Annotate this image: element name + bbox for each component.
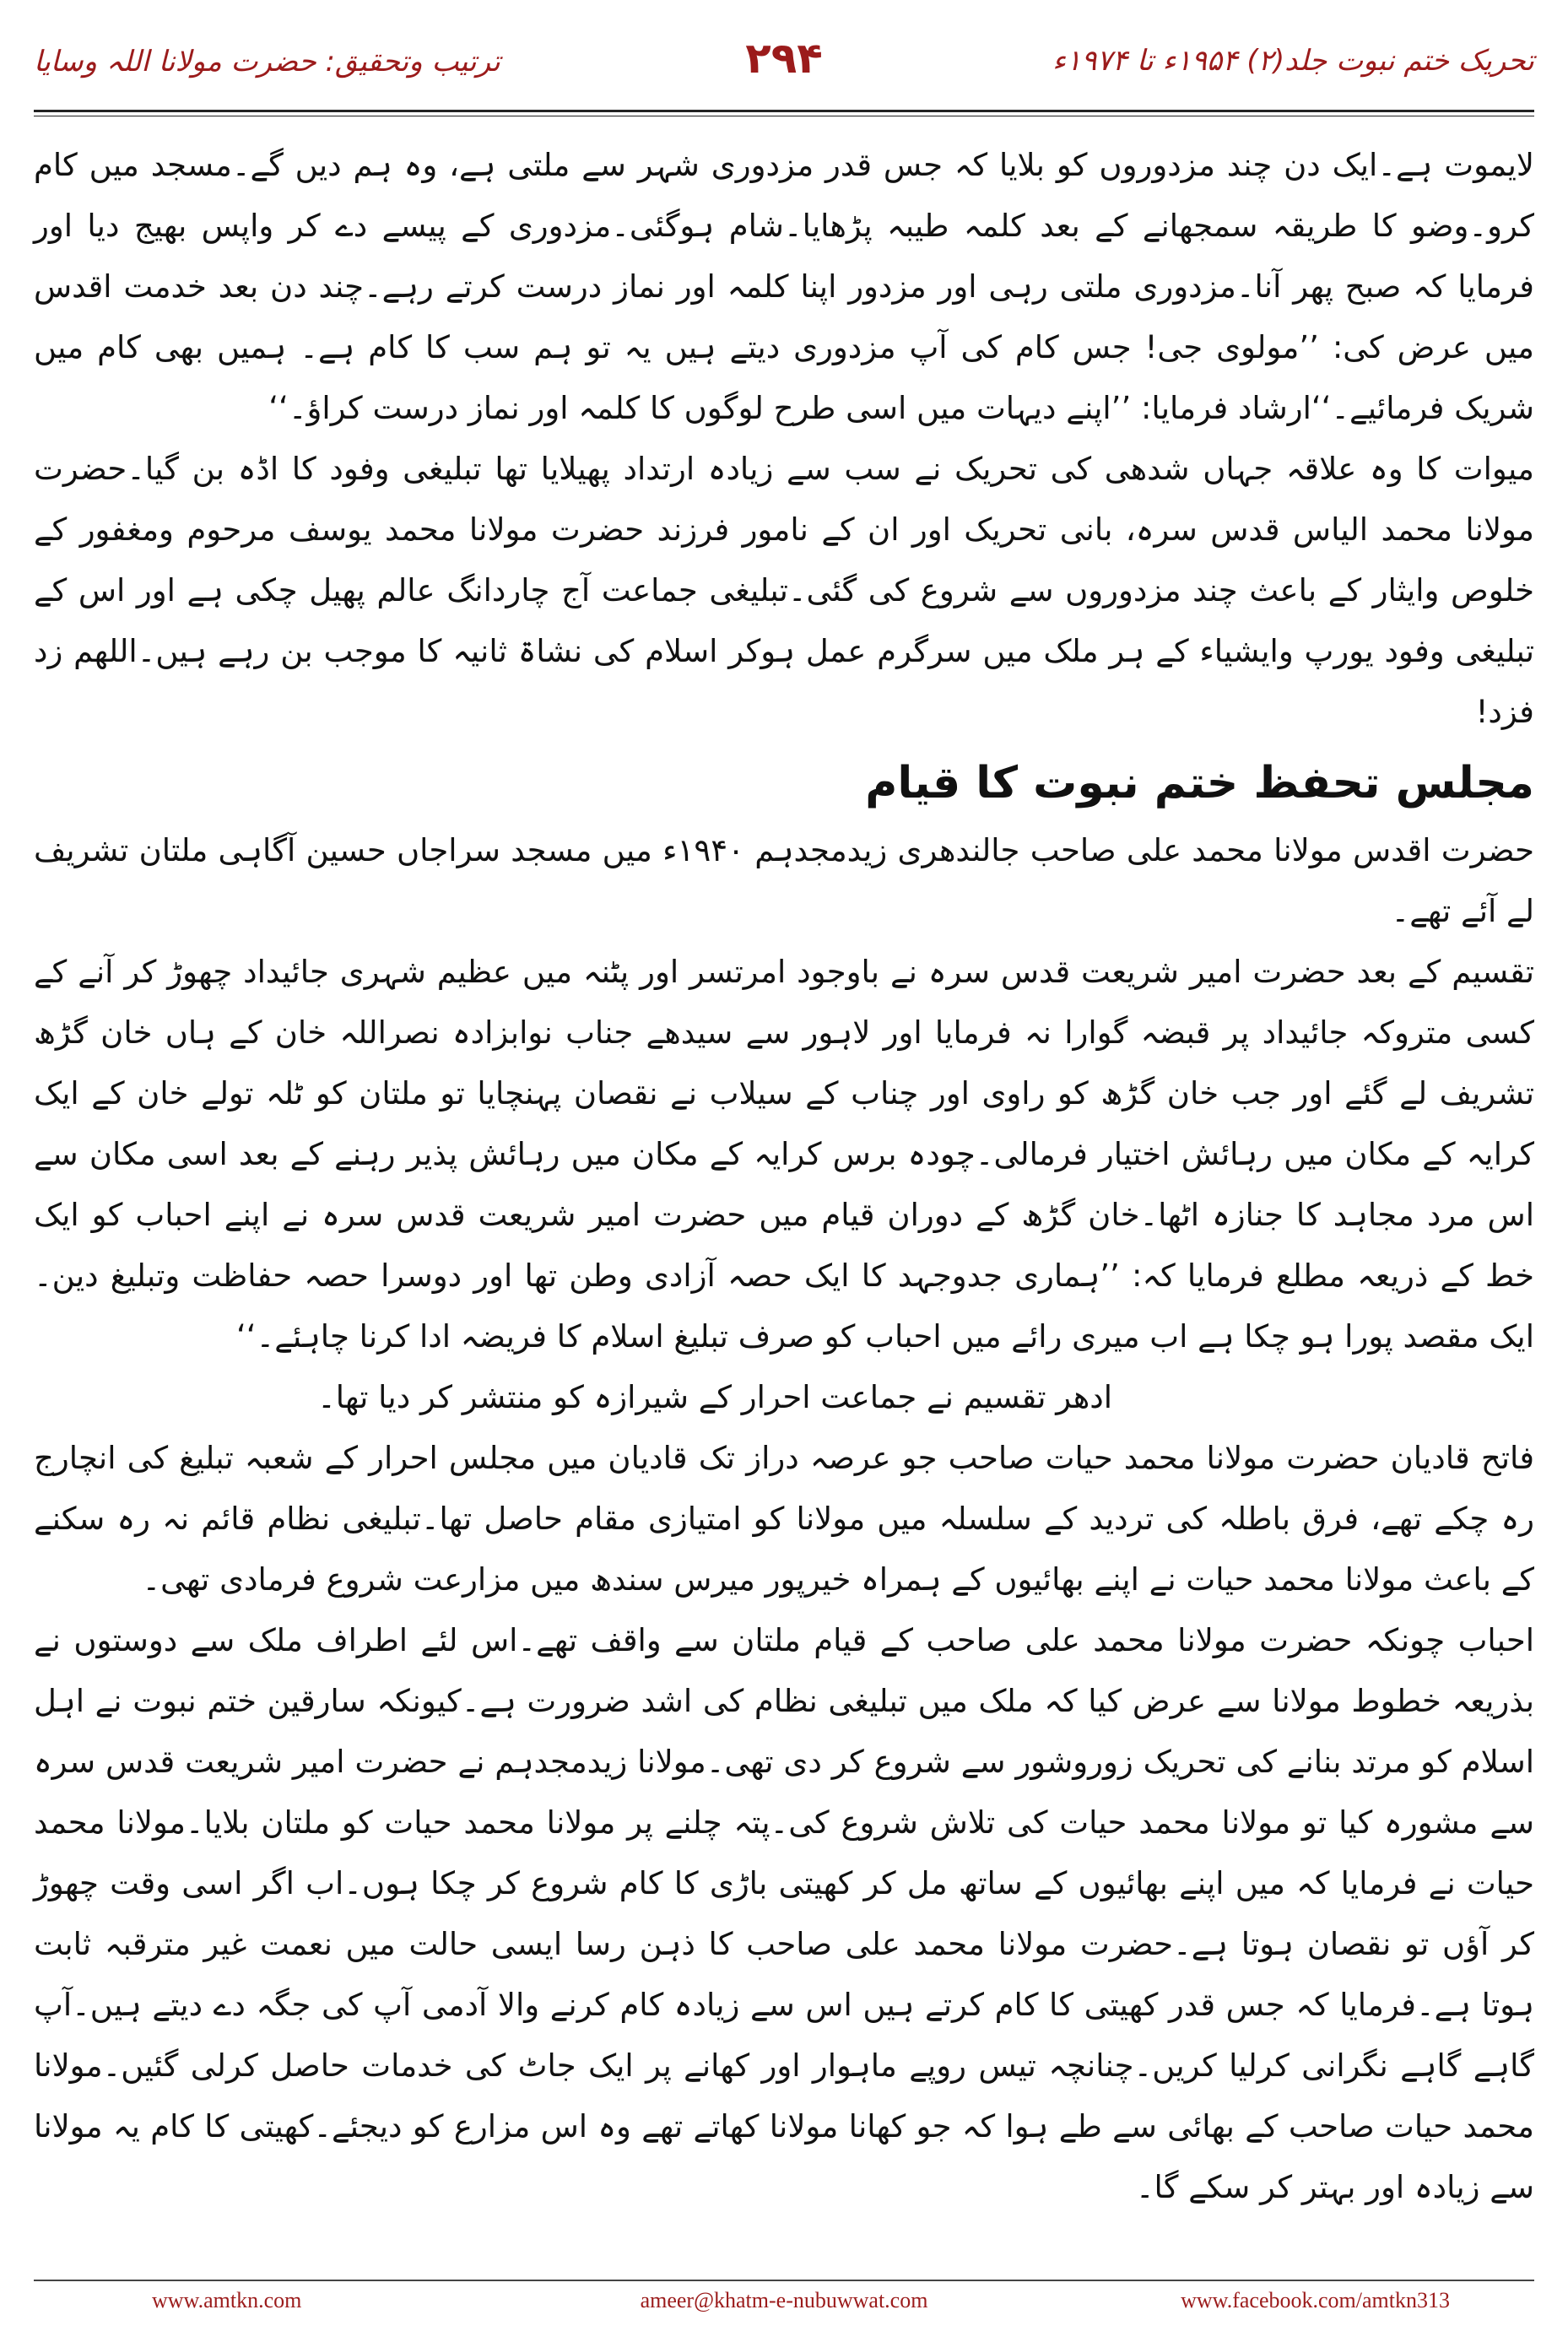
page-header [34,34,1534,93]
footer-divider [34,2280,1534,2281]
book-title: تحریک ختم نبوت جلد(۲) ۱۹۵۴ء تا ۱۹۷۴ء [1052,44,1534,78]
email-link[interactable]: ameer@khatm-e-nubuwwat.com [640,2288,928,2312]
header-divider [34,110,1534,116]
website-link[interactable]: www.amtkn.com [152,2288,302,2312]
paragraph-7: احباب چونکہ حضرت مولانا محمد علی صاحب کے قیام ملتان سے واقف تھے۔اس لئے اطراف ملک سے دوستوں نے بذریعہ خطوط مولانا سے عرض کیا کہ ملک میں تبلیغی نظام کی اشد ضرورت ہے۔کیونکہ سارقین ختم نبوت نے اہل اسلام کو مرتد بنانے کی تحریک زوروشور سے شروع کر دی تھی۔مولانا زیدمجدہم نے حضرت امیر شریعت قدس سرہ سے مشورہ کیا تو مولانا محمد حیات کی تلاش شروع کی۔پتہ چلنے پر مولانا محمد حیات کو ملتان بلایا۔مولانا محمد حیات نے فرمایا کہ میں اپنے بھائیوں کے ساتھ مل کر کھیتی باڑی کا کام شروع کر چکا ہوں۔اب اگر اسی وقت چھوڑ کر آؤں تو نقصان ہوتا ہے۔حضرت مولانا محمد علی صاحب کا ذہن رسا ایسی حالت میں نعمت غیر مترقبہ ثابت ہوتا ہے۔فرمایا کہ جس قدر کھیتی کا کام کرتے ہیں اس سے زیادہ کام کرنے والا آدمی آپ کی جگہ دے دیتے ہیں۔آپ گاہے گاہے نگرانی کرلیا کریں۔چنانچہ تیس روپے ماہوار اور کھانے پر ایک جاٹ کی خدمات حاصل کرلی گئیں۔مولانا محمد حیات صاحب کے بھائی سے طے ہوا کہ جو کھانا مولانا کھاتے تھے وہ اس مزارع کو دیجئے۔کھیتی کا کام یہ مولانا سے زیادہ اور بہتر کر سکے گا۔ [34,1622,1534,2205]
paragraph-1: لایموت ہے۔ایک دن چند مزدوروں کو بلایا کہ جس قدر مزدوری شہر سے ملتی ہے، وہ ہم دیں گے۔مسجد میں کام کرو۔وضو کا طریقہ سمجھانے کے بعد کلمہ طیبہ پڑھایا۔شام ہوگئی۔مزدوری کے پیسے دے کر واپس بھیج دیا اور فرمایا کہ صبح پھر آنا۔مزدوری ملتی رہی اور مزدور اپنا کلمہ اور نماز درست کرتے رہے۔چند دن بعد خدمت اقدس میں عرض کی: ’’مولوی جی! جس کام کی آپ مزدوری دیتے ہیں یہ تو ہم سب کا کام ہے۔ ہمیں بھی کام میں شریک فرمائیے۔‘‘ارشاد فرمایا: ’’اپنے دیہات میں اسی طرح لوگوں کا کلمہ اور نماز درست کراؤ۔‘‘ [34,147,1534,426]
facebook-link[interactable]: www.facebook.com/amtkn313 [1181,2288,1450,2312]
compiler-credit: ترتیب وتحقیق: حضرت مولانا اللہ وسایا [34,45,500,78]
paragraph-2: میوات کا وہ علاقہ جہاں شدھی کی تحریک نے سب سے زیادہ ارتداد پھیلایا تھا تبلیغی وفود کا اڈہ بن گیا۔حضرت مولانا محمد الیاس قدس سرہ، بانی تحریک اور ان کے نامور فرزند حضرت مولانا محمد یوسف مرحوم ومغفور کے خلوص وایثار کے باعث چند مزدوروں سے شروع کی گئی۔تبلیغی جماعت آج چاردانگ عالم پھیل چکی ہے اور اس کے تبلیغی وفود یورپ وایشیاء کے ہر ملک میں سرگرم عمل ہوکر اسلام کی نشاۃ ثانیہ کا موجب بن رہے ہیں۔اللھم زد فزد! [34,451,1534,730]
paragraph-5: ادھر تقسیم نے جماعت احرار کے شیرازہ کو منتشر کر دیا تھا۔ [317,1379,1112,1415]
paragraph-4: تقسیم کے بعد حضرت امیر شریعت قدس سرہ نے باوجود امرتسر اور پٹنہ میں عظیم شہری جائیداد چھوڑ کر آنے کے کسی متروکہ جائیداد پر قبضہ گوارا نہ فرمایا اور لاہور سے سیدھے جناب نوابزادہ نصراللہ خان کے ہاں خان گڑھ تشریف لے گئے اور جب خان گڑھ کو راوی اور چناب کے سیلاب نے نقصان پہنچایا تو ملتان کو ٹلہ تولے خان کے ایک کرایہ کے مکان میں رہائش اختیار فرمالی۔چودہ برس کرایہ کے مکان میں رہائش پذیر رہنے کے بعد اسی مکان سے اس مرد مجاہد کا جنازہ اٹھا۔خان گڑھ کے دوران قیام میں حضرت امیر شریعت قدس سرہ نے اپنے احباب کو ایک خط کے ذریعہ مطلع فرمایا کہ: ’’ہماری جدوجہد کا ایک حصہ آزادی وطن تھا اور دوسرا حصہ حفاظت وتبلیغ دین۔ایک مقصد پورا ہو چکا ہے اب میری رائے میں احباب کو صرف تبلیغ اسلام کا فریضہ ادا کرنا چاہئے۔‘‘ [34,954,1534,1355]
paragraph-6: فاتح قادیان حضرت مولانا محمد حیات صاحب جو عرصہ دراز تک قادیان میں مجلس احرار کے شعبہ تبلیغ کی انچارج رہ چکے تھے، فرق باطلہ کی تردید کے سلسلہ میں مولانا کو امتیازی مقام حاصل تھا۔تبلیغی نظام قائم نہ رہ سکنے کے باعث مولانا محمد حیات نے اپنے بھائیوں کے ہمراہ خیرپور میرس سندھ میں مزارعت شروع فرمادی تھی۔ [34,1440,1534,1598]
page-number: ۲۹۴ [745,34,823,83]
page-body [34,135,1534,2249]
page-footer [34,2288,1534,2322]
paragraph-3: حضرت اقدس مولانا محمد علی صاحب جالندھری زیدمجدہم ۱۹۴۰ء میں مسجد سراجاں حسین آگاہی ملتان تشریف لے آئے تھے۔ [34,832,1534,929]
section-heading: مجلس تحفظ ختم نبوت کا قیام [865,758,1534,809]
